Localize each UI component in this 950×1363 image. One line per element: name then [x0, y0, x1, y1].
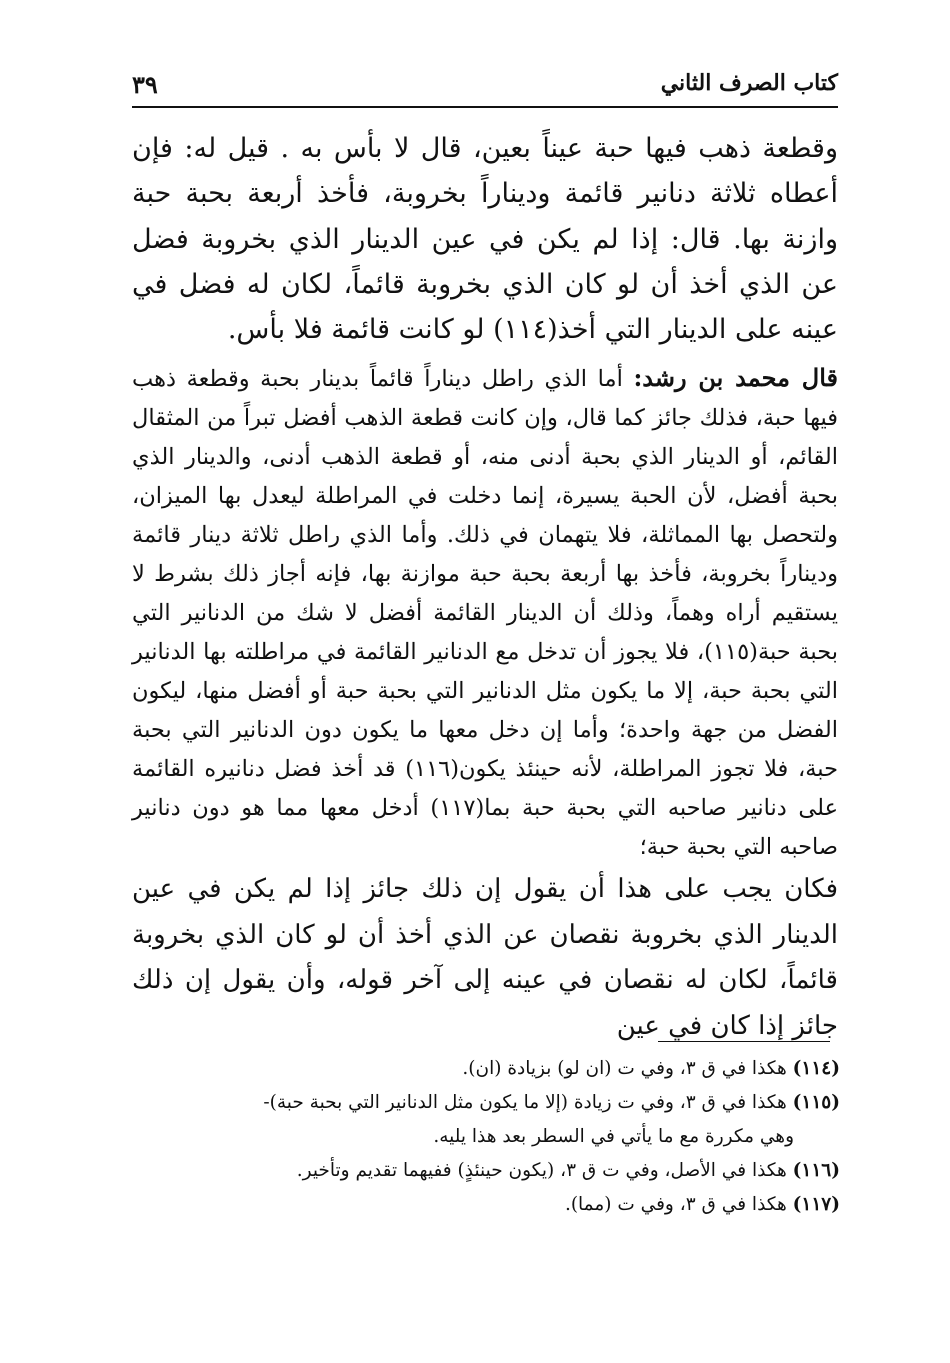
paragraph-2: [132, 358, 838, 867]
footnote-number: (١١٦): [792, 1160, 840, 1181]
footnote-text: هكذا في الأصل، وفي ت ق ٣، (يكون حينئذٍ) ففيهما تقديم وتأخير.: [296, 1160, 787, 1181]
footnote-text: هكذا في ق ٣، وفي ت زيادة (إلا ما يكون مثل الدنانير التي بحبة حبة)-: [263, 1092, 787, 1113]
paragraph-3: فكان يجب على هذا أن يقول إن ذلك جائز إذا لم يكن في عين الدينار الذي بخروبة نقصان عن الذي أخذ أن لو كان الذي بخروبة قائماً، لكان له نقصان في عينه إلى آخر قوله، وأن يقول إن ذلك جائز إذا كان في عين: [132, 874, 838, 1041]
footnote-text: هكذا في ق ٣، وفي ت (ان لو) بزيادة (ان).: [462, 1058, 787, 1079]
header-rule: [132, 106, 838, 108]
header-title: كتاب الصرف الثاني: [660, 70, 838, 96]
footnote-continuation: وهي مكررة مع ما يأتي في السطر بعد هذا يليه.: [433, 1126, 794, 1147]
footnotes: [180, 1052, 840, 1222]
page-number: ٣٩: [132, 70, 158, 99]
footnote-117: [180, 1188, 840, 1222]
footnote-114: [180, 1052, 840, 1086]
footnote-116: [180, 1154, 840, 1188]
footnote-number: (١١٥): [792, 1092, 840, 1113]
paragraph-2-lead: قال محمد بن رشد:: [633, 363, 839, 393]
footnote-number: (١١٤): [792, 1058, 840, 1079]
footnote-text: هكذا في ق ٣، وفي ت (مما).: [564, 1194, 787, 1215]
main-text: [132, 126, 838, 1049]
footnote-115: [180, 1086, 840, 1154]
footnote-separator: [658, 1041, 830, 1042]
footnote-number: (١١٧): [792, 1194, 840, 1215]
paragraph-2-body: أما الذي راطل ديناراً قائماً بدينار بحبة وقطعة ذهب فيها حبة، فذلك جائز كما قال، وإن كانت قطعة الذهب أفضل تبراً من المثقال القائم، أو الدينار الذي بحبة أدنى منه، أو قطعة الذهب أدنى، والدينار الذي بحبة أفضل، لأن الحبة يسيرة، إنما دخلت في المراطلة ليعدل بها الميزان، ولتحصل بها المماثلة، فلا يتهمان في ذلك. وأما الذي راطل ثلاثة دينار قائمة وديناراً بخروبة، فأخذ بها أربعة بحبة حبة موازنة بها، فإنه أجاز ذلك بشرط لا يستقيم أراه وهماً، وذلك أن الدينار القائمة أفضل لا شك من الدنانير التي بحبة حبة(١١٥)، فلا يجوز أن تدخل مع الدنانير القائمة في مراطلته بها الدنانير التي بحبة حبة، إلا ما يكون مثل الدنانير التي بحبة حبة أو أفضل منها، ليكون الفضل من جهة واحدة؛ وأما إن دخل معها ما يكون دون الدنانير التي بحبة حبة، فلا تجوز المراطلة، لأنه حينئذ يكون(١١٦) قد أخذ فضل دنانيره القائمة على دنانير صاحبه التي بحبة حبة بما(١١٧) أدخل معها مما هو دون دنانير صاحبه التي بحبة حبة؛: [132, 366, 838, 861]
running-header: [132, 64, 838, 106]
paragraph-1: وقطعة ذهب فيها حبة عيناً بعين، قال لا بأس به . قيل له: فإن أعطاه ثلاثة دنانير قائمة وديناراً بخروبة، فأخذ أربعة بحبة حبة وازنة بها. قال: إذا لم يكن في عين الدينار الذي بخروبة فضل عن الذي أخذ أن لو كان الذي بخروبة قائماً، لكان له فضل في عينه على الدينار التي أخذ(١١٤) لو كانت قائمة فلا بأس.: [132, 133, 838, 346]
